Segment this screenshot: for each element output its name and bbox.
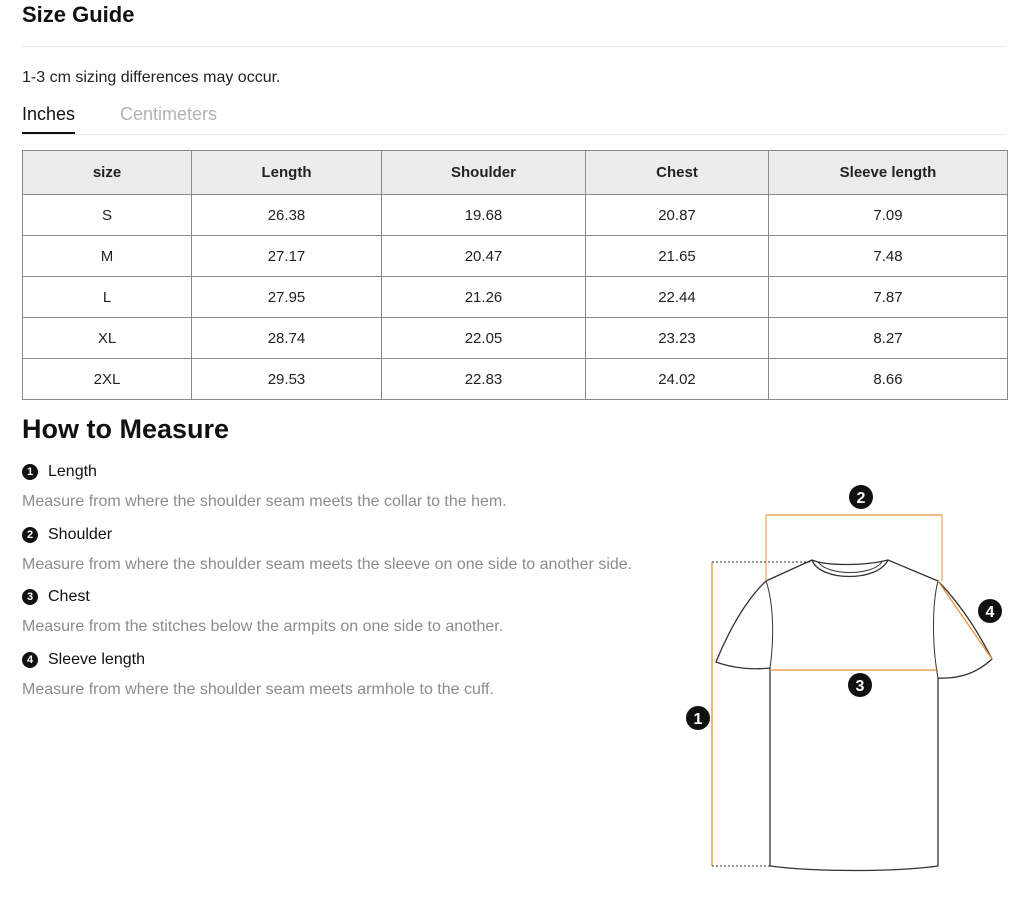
title-divider xyxy=(22,46,1006,47)
measure-label: Length xyxy=(48,463,97,480)
marker-4-label: 4 xyxy=(985,604,995,621)
how-to-measure-title: How to Measure xyxy=(22,414,230,444)
measure-item-shoulder xyxy=(22,526,632,574)
measure-label: Shoulder xyxy=(48,526,113,543)
tshirt-measure-diagram xyxy=(676,478,1016,878)
measure-description: Measure from the stitches below the armpits on one side to another. xyxy=(22,618,504,635)
table-cell: 24.02 xyxy=(586,359,769,400)
table-header-row xyxy=(23,151,1008,195)
size-table xyxy=(22,150,1008,400)
table-cell: 8.66 xyxy=(769,359,1008,400)
table-cell: 7.09 xyxy=(769,195,1008,236)
table-cell: 19.68 xyxy=(382,195,586,236)
table-cell: M xyxy=(23,236,192,277)
tab-inches[interactable]: Inches xyxy=(22,104,76,124)
measure-item-length xyxy=(22,463,507,511)
column-header: Chest xyxy=(586,151,769,195)
table-cell: 22.44 xyxy=(586,277,769,318)
table-cell: 8.27 xyxy=(769,318,1008,359)
table-row xyxy=(23,318,1008,359)
number-2-icon: 2 xyxy=(22,527,38,543)
number-1-icon: 1 xyxy=(22,464,38,480)
column-header: Length xyxy=(192,151,382,195)
left-armhole-seam xyxy=(766,581,773,668)
table-cell: 7.48 xyxy=(769,236,1008,277)
table-cell: 23.23 xyxy=(586,318,769,359)
table-row xyxy=(23,359,1008,400)
marker-2-icon xyxy=(849,485,873,509)
measure-item-sleeve xyxy=(22,651,494,699)
table-cell: L xyxy=(23,277,192,318)
measure-label: Sleeve length xyxy=(48,651,145,668)
table-row xyxy=(23,277,1008,318)
measure-description: Measure from where the shoulder seam meets the sleeve on one side to another side. xyxy=(22,556,633,573)
table-cell: 27.95 xyxy=(192,277,382,318)
marker-3-icon xyxy=(848,673,872,697)
measure-description: Measure from where the shoulder seam meets armhole to the cuff. xyxy=(22,681,494,698)
right-armhole-seam xyxy=(934,581,939,678)
sizing-note: 1-3 cm sizing differences may occur. xyxy=(22,69,281,86)
table-cell: 26.38 xyxy=(192,195,382,236)
number-3-icon: 3 xyxy=(22,589,38,605)
table-cell: 20.87 xyxy=(586,195,769,236)
column-header: size xyxy=(23,151,192,195)
table-cell: S xyxy=(23,195,192,236)
measure-description: Measure from where the shoulder seam meets the collar to the hem. xyxy=(22,493,507,510)
column-header: Shoulder xyxy=(382,151,586,195)
table-cell: 27.17 xyxy=(192,236,382,277)
tab-centimeters[interactable]: Centimeters xyxy=(120,104,218,124)
measure-label: Chest xyxy=(48,588,90,605)
table-row xyxy=(23,195,1008,236)
table-cell: XL xyxy=(23,318,192,359)
column-header: Sleeve length xyxy=(769,151,1008,195)
marker-3-label: 3 xyxy=(855,678,865,695)
unit-tabs xyxy=(22,100,1006,135)
marker-1-icon xyxy=(686,706,710,730)
table-cell: 7.87 xyxy=(769,277,1008,318)
number-4-icon: 4 xyxy=(22,652,38,668)
table-cell: 28.74 xyxy=(192,318,382,359)
table-cell: 21.65 xyxy=(586,236,769,277)
marker-2-label: 2 xyxy=(856,490,866,507)
table-row xyxy=(23,236,1008,277)
table-cell: 22.05 xyxy=(382,318,586,359)
table-cell: 29.53 xyxy=(192,359,382,400)
table-cell: 20.47 xyxy=(382,236,586,277)
table-cell: 21.26 xyxy=(382,277,586,318)
marker-4-icon xyxy=(978,599,1002,623)
measure-item-chest xyxy=(22,588,503,636)
marker-1-label: 1 xyxy=(693,711,703,728)
page-title: Size Guide xyxy=(22,2,135,27)
table-cell: 22.83 xyxy=(382,359,586,400)
tshirt-outline xyxy=(716,560,992,871)
table-cell: 2XL xyxy=(23,359,192,400)
